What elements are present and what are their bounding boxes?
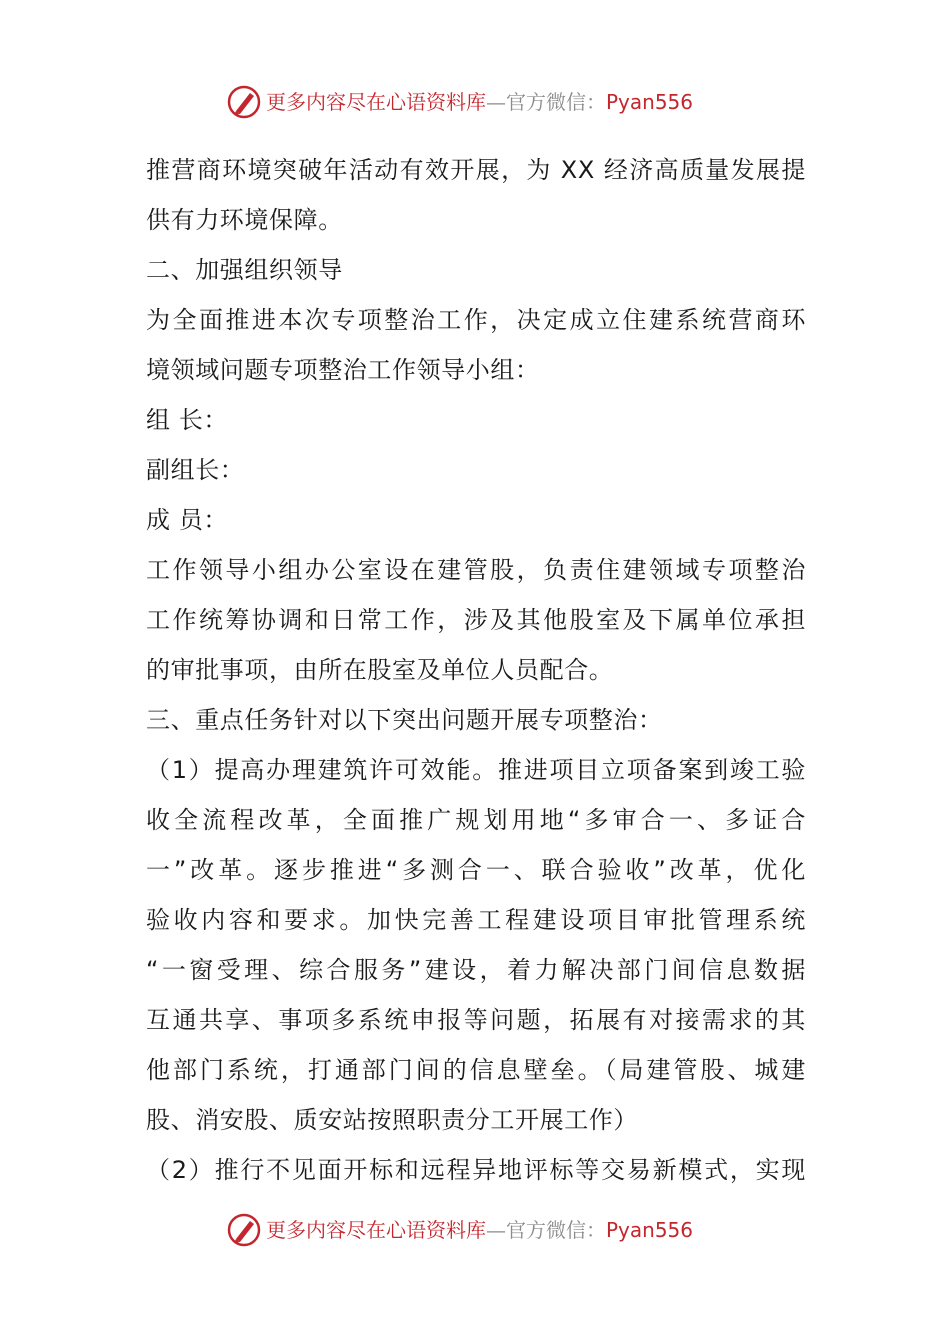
text-line: 互通共享、事项多系统申报等问题，拓展有对接需求的其 [146, 1006, 806, 1034]
banner-main-text: 更多内容尽在心语资料库 [266, 1218, 486, 1242]
text-line: 三、重点任务针对以下突出问题开展专项整治： [146, 706, 663, 734]
banner-wechat-id: Pyan556 [606, 90, 694, 114]
pen-logo-icon [226, 1212, 262, 1248]
text-line: 二、加强组织领导 [146, 256, 343, 284]
text-line: （1）提高办理建筑许可效能。推进项目立项备案到竣工验 [146, 756, 806, 784]
text-line: 工作统筹协调和日常工作，涉及其他股室及下属单位承担 [146, 606, 806, 634]
banner-text [266, 88, 693, 116]
text-line: 成 员： [146, 506, 229, 534]
text-line: 他部门系统，打通部门间的信息壁垒。（局建管股、城建 [146, 1056, 806, 1084]
text-line: 境领域问题专项整治工作领导小组： [146, 356, 540, 384]
text-line: 股、消安股、质安站按照职责分工开展工作） [146, 1106, 638, 1134]
document-body [146, 145, 806, 1195]
pen-logo-icon [226, 84, 262, 120]
text-line: 工作领导小组办公室设在建管股，负责住建领域专项整治 [146, 556, 806, 584]
banner-main-text: 更多内容尽在心语资料库 [266, 90, 486, 114]
text-line: 收全流程改革，全面推广规划用地“多审合一、多证合 [146, 806, 806, 834]
text-line: 供有力环境保障。 [146, 206, 343, 234]
banner-official-label: 官方微信： [506, 1218, 606, 1242]
text-line: 为全面推进本次专项整治工作，决定成立住建系统营商环 [146, 306, 806, 334]
text-line: 组 长： [146, 406, 229, 434]
header-watermark-banner [0, 82, 950, 122]
text-line: 推营商环境突破年活动有效开展，为 XX 经济高质量发展提 [146, 156, 806, 184]
banner-dash: — [486, 90, 506, 114]
banner-wechat-id: Pyan556 [606, 1218, 694, 1242]
banner-dash: — [486, 1218, 506, 1242]
text-line: 的审批事项，由所在股室及单位人员配合。 [146, 656, 614, 684]
text-line: 副组长： [146, 456, 245, 484]
footer-watermark-banner [0, 1210, 950, 1250]
text-line: （2）推行不见面开标和远程异地评标等交易新模式，实现 [146, 1156, 806, 1184]
text-line: 验收内容和要求。加快完善工程建设项目审批管理系统 [146, 906, 806, 934]
banner-official-label: 官方微信： [506, 90, 606, 114]
banner-text [266, 1216, 693, 1244]
text-line: “一窗受理、综合服务”建设，着力解决部门间信息数据 [146, 956, 806, 984]
text-line: 一”改革。逐步推进“多测合一、联合验收”改革，优化 [146, 856, 806, 884]
